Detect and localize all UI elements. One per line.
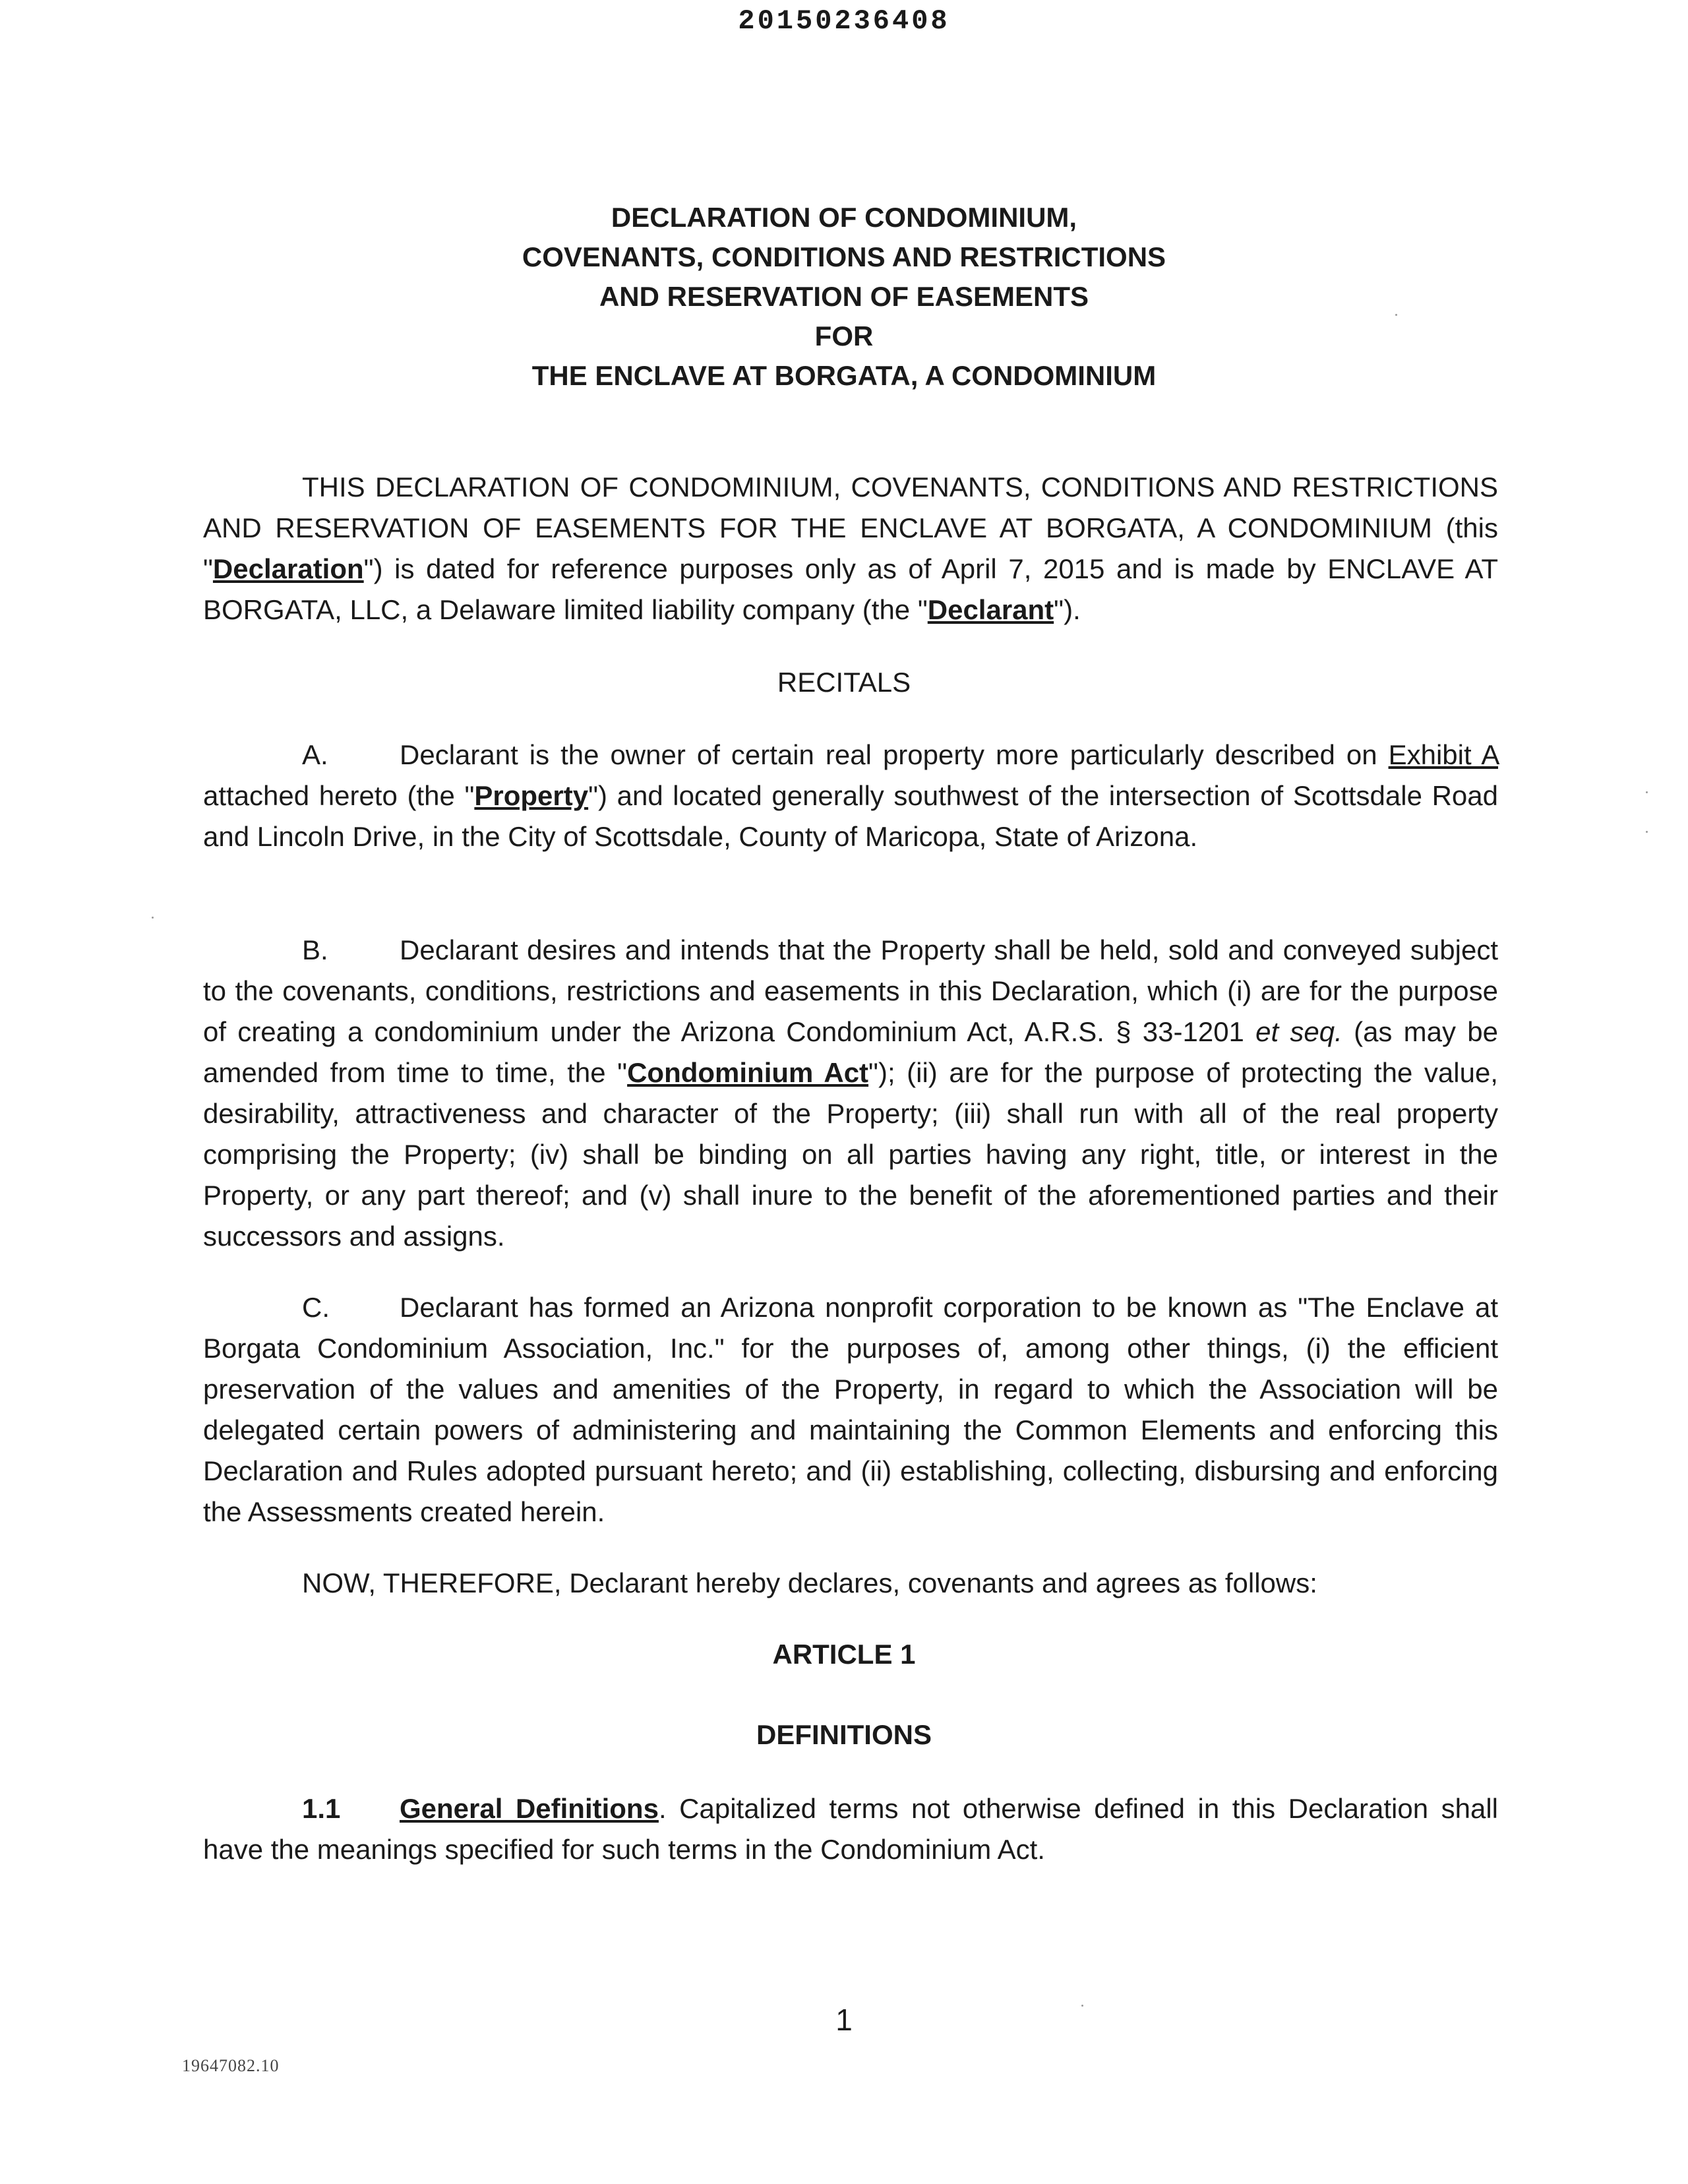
scan-speck (1646, 831, 1648, 833)
intro-text-1: THIS DECLARATION OF CONDOMINIUM, COVENANTS, CONDITIONS AND RESTRICTIONS AND RESERVATION OF EASEMENTS FOR THE ENCLAVE AT BORGATA, A CONDOMINIUM (this " (203, 471, 1498, 584)
defined-term-declarant: Declarant (927, 594, 1054, 625)
recording-number: 20150236408 (738, 5, 950, 37)
article-title: DEFINITIONS (756, 1719, 932, 1750)
scan-speck (1646, 791, 1648, 793)
recitals-heading: RECITALS (777, 667, 911, 698)
recital-b-label: B. (302, 934, 328, 965)
title-line-4: FOR (814, 320, 874, 351)
intro-text-3: "). (1054, 594, 1081, 625)
recital-b-text-1: Declarant desires and intends that the Property shall be held, sold and conveyed subject to the covenants, conditions, restrictions and easements in this Declaration, which (i) are for the purpose of creating a condominium under the Arizona Condominium Act, A.R.S. § 33-1201 (203, 934, 1498, 1047)
recital-a-text-1: Declarant is the owner of certain real property more particularly described on (400, 739, 1389, 770)
now-therefore-paragraph (203, 1563, 1498, 1604)
recital-a (203, 735, 1498, 857)
recital-a-text-3: ") and located generally southwest of the intersection of Scottsdale Road and Lincoln Drive, in the City of Scottsdale, County of Maricopa, State of Arizona. (203, 780, 1498, 852)
defined-term-declaration: Declaration (212, 553, 364, 584)
section-text: . Capitalized terms not otherwise defined in this Declaration shall have the meanings specified for such terms in the Condominium Act. (203, 1793, 1499, 1865)
recital-b-text-3: "); (ii) are for the purpose of protecting the value, desirability, attractiveness and character of the Property; (iii) shall run with all of the real property comprising the Property; (iv) shall be binding on all parties having any right, title, or interest in the Property, or any part thereof; and (v) shall inure to the benefit of the aforementioned parties and their successors and assigns. (203, 1057, 1498, 1252)
section-number: 1.1 (302, 1793, 341, 1824)
defined-term-property: Property (474, 780, 589, 811)
recital-a-label: A. (302, 739, 328, 770)
scan-speck (152, 917, 154, 919)
article-number: ARTICLE 1 (772, 1639, 916, 1670)
recital-b-text-2: (as may be amended from time to time, the " (203, 1016, 1498, 1088)
scan-speck (1395, 314, 1397, 316)
footer-document-code: 19647082.10 (182, 2056, 280, 2075)
recital-b (203, 930, 1498, 1257)
et-seq: et seq. (1255, 1016, 1342, 1047)
exhibit-a-reference: Exhibit A (1388, 739, 1499, 770)
recital-a-text-2: attached hereto (the " (203, 780, 475, 811)
title-line-5: THE ENCLAVE AT BORGATA, A CONDOMINIUM (531, 360, 1157, 391)
title-line-2: COVENANTS, CONDITIONS AND RESTRICTIONS (522, 241, 1166, 272)
intro-text-2: ") is dated for reference purposes only as of April 7, 2015 and is made by ENCLAVE AT BORGATA, LLC, a Delaware limited liability company (the " (203, 553, 1498, 625)
recital-c-label: C. (302, 1292, 330, 1323)
defined-term-condominium-act: Condominium Act (627, 1057, 869, 1088)
section-heading: General Definitions (400, 1793, 659, 1824)
recital-c (203, 1287, 1498, 1532)
scan-speck (1081, 2005, 1083, 2007)
document-title (396, 198, 1292, 396)
intro-paragraph (203, 467, 1498, 630)
section-1-1 (203, 1788, 1498, 1870)
recital-c-text: Declarant has formed an Arizona nonprofit corporation to be known as "The Enclave at Borgata Condominium Association, Inc." for the purposes of, among other things, (i) the efficient preservation of the values and amenities of the Property, in regard to which the Association will be delegated certain powers of administering and maintaining the Common Elements and enforcing this Declaration and Rules adopted pursuant hereto; and (ii) establishing, collecting, disbursing and enforcing the Assessments created herein. (203, 1292, 1498, 1527)
now-therefore-text: NOW, THEREFORE, Declarant hereby declares, covenants and agrees as follows: (302, 1567, 1317, 1598)
title-line-3: AND RESERVATION OF EASEMENTS (599, 281, 1089, 312)
page-number: 1 (835, 2003, 853, 2037)
title-line-1: DECLARATION OF CONDOMINIUM, (611, 202, 1077, 233)
